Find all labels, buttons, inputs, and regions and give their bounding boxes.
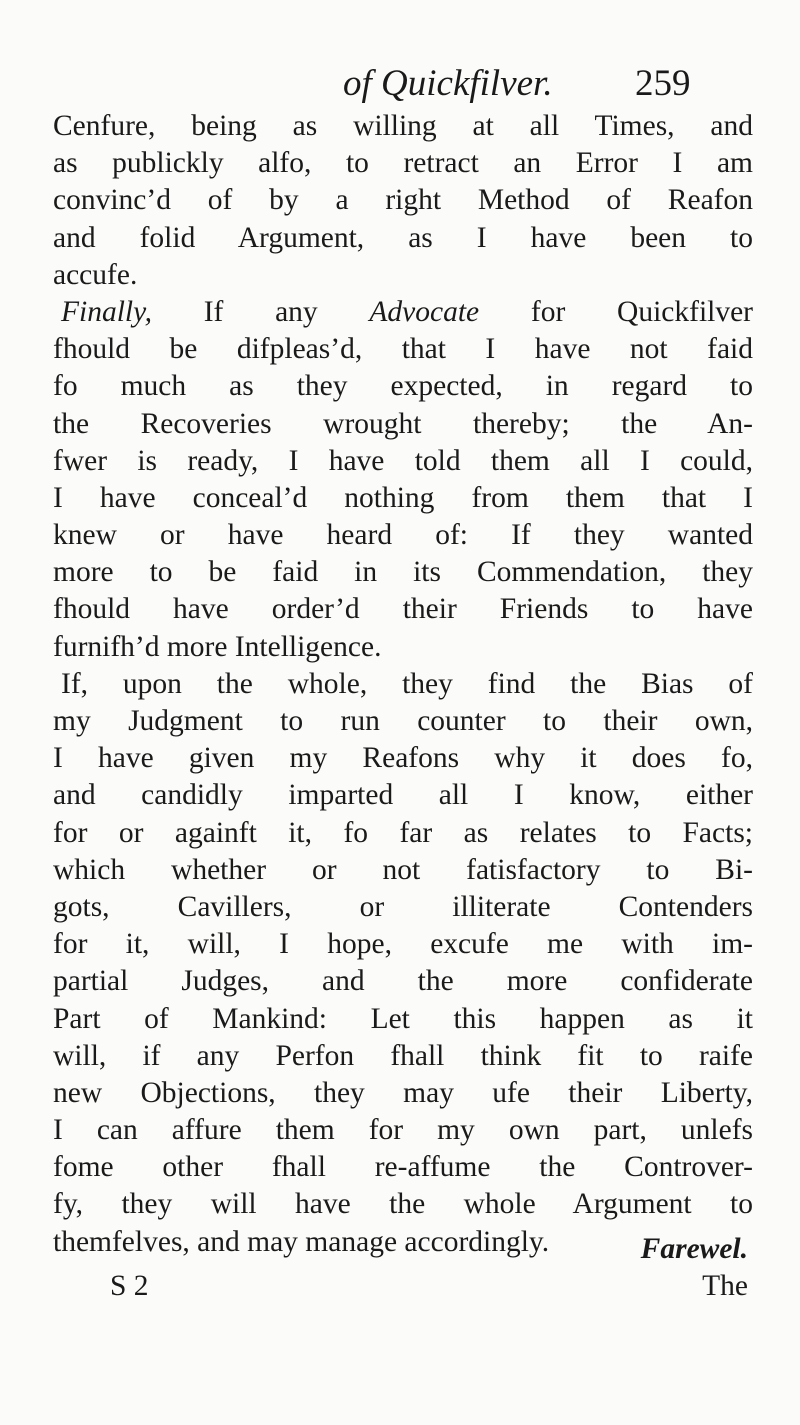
text-line: convinc’d of by a right Method of Reafon xyxy=(53,184,753,217)
text-line: new Objections, they may ufe their Liberty, xyxy=(53,1076,753,1109)
text-line: I have conceal’d nothing from them that I xyxy=(53,481,753,514)
text-line: and folid Argument, as I have been to xyxy=(53,221,753,254)
finally-word: Finally, xyxy=(61,295,152,328)
text-line: fwer is ready, I have told them all I could, xyxy=(53,444,753,477)
text-line: accufe. xyxy=(53,258,138,291)
text-line: partial Judges, and the more confiderate xyxy=(53,965,753,998)
page-number: 259 xyxy=(635,63,691,104)
text-line: I can affure them for my own part, unlefs xyxy=(53,1114,753,1147)
text-line: and candidly imparted all I know, either xyxy=(53,779,753,812)
text-line: I have given my Reafons why it does fo, xyxy=(53,742,753,775)
text-line: the Recoveries wrought thereby; the An- xyxy=(53,407,753,440)
finally-if-any: If any xyxy=(151,295,370,328)
finally-rest: for Quickfilver xyxy=(479,295,753,328)
text-line: If, upon the whole, they find the Bias of xyxy=(61,667,753,700)
signature-mark: S 2 xyxy=(110,1270,149,1302)
page-footer xyxy=(0,1231,800,1311)
running-head: of Quickfilver. xyxy=(343,63,553,104)
text-line: fome other fhall re-affume the Controver- xyxy=(53,1151,753,1184)
text-line: fy, they will have the whole Argument to xyxy=(53,1188,753,1221)
text-line: which whether or not fatisfactory to Bi- xyxy=(53,853,753,886)
text-line: fhould have order’d their Friends to have xyxy=(53,593,753,626)
text-line: for it, will, I hope, excufe me with im- xyxy=(53,928,753,961)
text-line: will, if any Perfon fhall think fit to raife xyxy=(53,1039,753,1072)
text-line: themfelves, and may manage accordingly. xyxy=(53,1225,550,1258)
page-header xyxy=(0,62,800,112)
text-line: fo much as they expected, in regard to xyxy=(53,370,753,403)
text-line: gots, Cavillers, or illiterate Contenders xyxy=(53,890,753,923)
text-line: furnifh’d more Intelligence. xyxy=(53,630,382,663)
text-line: for or againft it, fo far as relates to Facts; xyxy=(53,816,753,849)
catchword: The xyxy=(702,1270,748,1302)
advocate-word: Advocate xyxy=(369,295,480,328)
farewel-signoff: Farewel. xyxy=(640,1233,748,1265)
text-line: Part of Mankind: Let this happen as it xyxy=(53,1002,753,1035)
text-line: more to be faid in its Commendation, they xyxy=(53,556,753,589)
text-line: my Judgment to run counter to their own, xyxy=(53,705,753,737)
text-line: as publickly alfo, to retract an Error I am xyxy=(53,147,753,180)
text-line: Cenfure, being as willing at all Times, and xyxy=(53,110,753,142)
text-line: knew or have heard of: If they wanted xyxy=(53,519,753,552)
body-text xyxy=(53,108,753,1261)
text-line: fhould be difpleas’d, that I have not faid xyxy=(53,333,753,366)
text-line-finally xyxy=(53,294,753,331)
